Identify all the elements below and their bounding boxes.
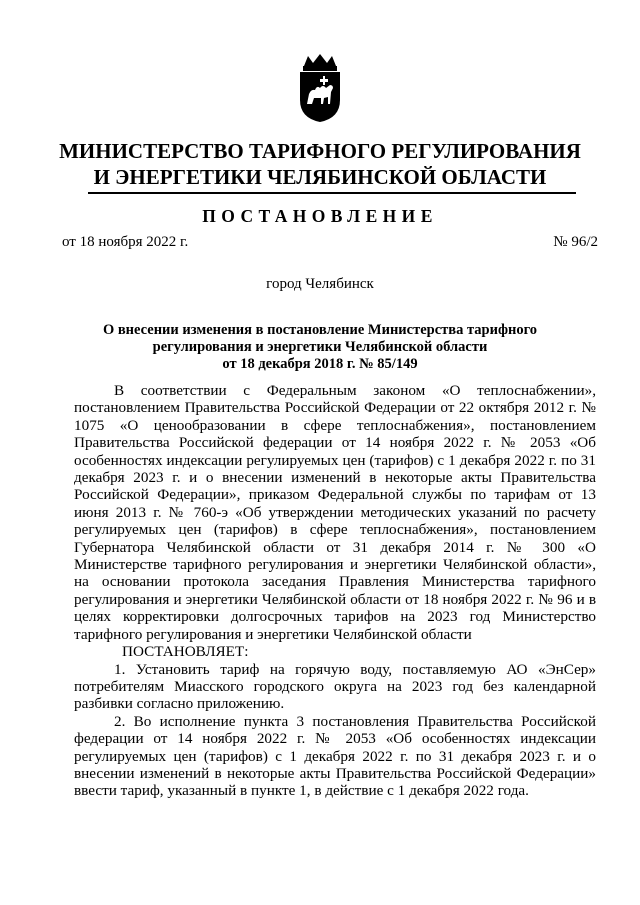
document-subject <box>0 322 640 373</box>
document-number: № 96/2 <box>553 234 598 250</box>
subject-line2: регулирования и энергетики Челябинской области <box>152 339 488 355</box>
document-city: город Челябинск <box>266 276 374 292</box>
preamble-paragraph: В соответствии с Федеральным законом «О теплоснабжении», постановлением Правительства Российской Федерации от 22 октября 2012 г. № 1075 «О ценообразовании в сфере теплоснабжения», постановлением Правительства Российской федерации от 14 ноября 2022 г. № 2053 «Об особенностях индексации регулируемых цен (тарифов) с 1 декабря 2022 г. по 31 декабря 2023 г. и о внесении изменений в некоторые акты Правительства Российской Федерации», приказом Федеральной службы по тарифам от 13 июня 2013 г. № 760-э «Об утверждении методических указаний по расчету регулируемых цен (тарифов) в сфере теплоснабжения», постановлением Губернатора Челябинской области от 31 декабря 2014 г. № 300 «О Министерстве тарифного регулирования и энергетики Челябинской области», на основании протокола заседания Правления Министерства тарифного регулирования и энергетики Челябинской области от 18 ноября 2022 г. № 96 и в целях корректировки долгосрочных тарифов на 2023 год Министерство тарифного регулирования и энергетики Челябинской области <box>74 382 596 643</box>
item-1-paragraph: 1. Установить тариф на горячую воду, поставляемую АО «ЭнСер» потребителям Миасского городского округа на 2023 год без календарной разбивки согласно приложению. <box>74 660 596 713</box>
header-divider <box>88 192 576 194</box>
subject-line3: от 18 декабря 2018 г. № 85/149 <box>222 356 418 372</box>
document-type-heading: ПОСТАНОВЛЕНИЕ <box>202 206 438 226</box>
chelyabinsk-coat-of-arms-icon <box>292 52 348 124</box>
document-date: от 18 ноября 2022 г. <box>62 234 189 250</box>
ministry-name <box>0 138 640 190</box>
subject-line1: О внесении изменения в постановление Министерства тарифного <box>102 322 538 338</box>
item-2-paragraph: 2. Во исполнение пункта 3 постановления Правительства Российской федерации от 14 ноября 2022 г. № 2053 «Об особенностях индексации регулируемых цен (тарифов) с 1 декабря 2022 г. по 31 декабря 2023 г. и о внесении изменений в некоторые акты Правительства Российской Федерации» ввести тариф, указанный в пункте 1, в действие с 1 декабря 2022 года. <box>74 712 596 800</box>
decree-word: ПОСТАНОВЛЯЕТ: <box>122 643 249 661</box>
ministry-name-line2: И ЭНЕРГЕТИКИ ЧЕЛЯБИНСКОЙ ОБЛАСТИ <box>93 165 547 189</box>
document-body <box>74 382 596 800</box>
ministry-name-line1: МИНИСТЕРСТВО ТАРИФНОГО РЕГУЛИРОВАНИЯ <box>59 139 581 163</box>
